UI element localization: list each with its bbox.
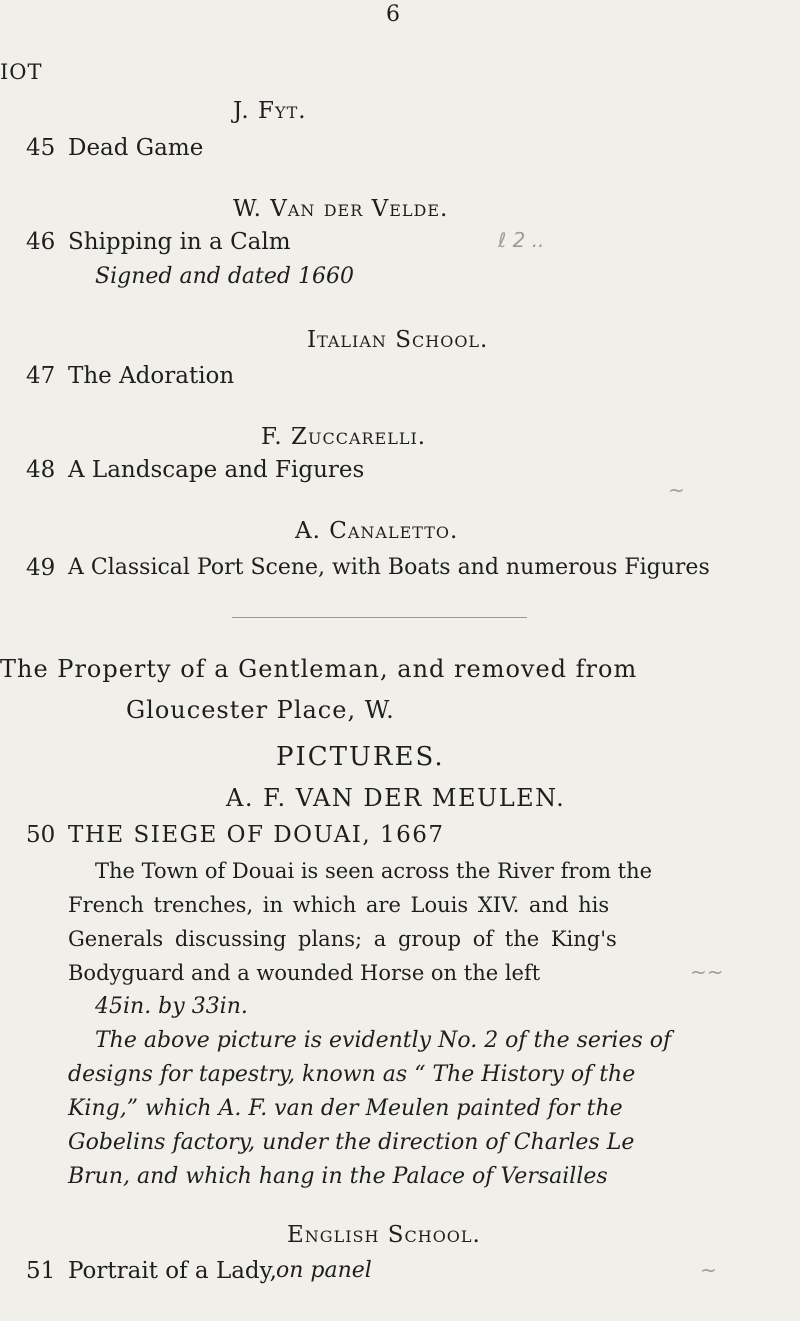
lot-46-number: 46 bbox=[26, 229, 56, 255]
lot-51-note: on panel bbox=[276, 1258, 372, 1283]
lot-50-desc-line: The Town of Douai is seen across the River from the bbox=[95, 859, 653, 883]
lot-50-number: 50 bbox=[26, 822, 56, 848]
lot-48-title: A Landscape and Figures bbox=[68, 457, 365, 483]
section-heading-line2: Gloucester Place, W. bbox=[126, 696, 395, 724]
lot-50-desc-line: Bodyguard and a wounded Horse on the left bbox=[68, 961, 541, 985]
lot-47-number: 47 bbox=[26, 363, 56, 389]
lot-50-note-line: Gobelins factory, under the direction of Charles Le bbox=[68, 1130, 635, 1155]
lot-49-title: A Classical Port Scene, with Boats and numerous Figures bbox=[68, 555, 710, 580]
lot-47-title: The Adoration bbox=[68, 363, 235, 389]
lot-50-artist: A. F. VAN DER MEULEN. bbox=[226, 784, 566, 812]
lot-46-title: Shipping in a Calm bbox=[68, 229, 291, 255]
lot-45-number: 45 bbox=[26, 135, 56, 161]
section-subheading: PICTURES. bbox=[276, 742, 445, 772]
lot-50-desc-line: Generals discussing plans; a group of the King's bbox=[68, 927, 617, 951]
lot-reference: IOT bbox=[0, 60, 43, 84]
lot-50-note-line: The above picture is evidently No. 2 of the series of bbox=[95, 1028, 672, 1053]
lot-50-desc-line: French trenches, in which are Louis XIV. and his bbox=[68, 893, 610, 917]
lot-51-number: 51 bbox=[26, 1258, 56, 1284]
lot-47-artist: Italian School. bbox=[307, 327, 489, 353]
lot-51-school: English School. bbox=[287, 1222, 481, 1248]
lot-45-title: Dead Game bbox=[68, 135, 204, 161]
lot-48-number: 48 bbox=[26, 457, 56, 483]
lot-46-note: Signed and dated 1660 bbox=[95, 264, 354, 289]
section-heading-line1: The Property of a Gentleman, and removed from bbox=[0, 655, 638, 683]
lot-50-note-line: designs for tapestry, known as “ The History of the bbox=[68, 1062, 636, 1087]
lot-49-artist: A. Canaletto. bbox=[295, 518, 459, 544]
lot-45-artist: J. Fyt. bbox=[233, 98, 307, 124]
divider-rule bbox=[232, 617, 527, 618]
pencil-annotation: ℓ 2 .. bbox=[498, 228, 545, 252]
lot-50-size: 45in. by 33in. bbox=[95, 994, 248, 1019]
lot-50-title: THE SIEGE OF DOUAI, 1667 bbox=[68, 822, 445, 848]
pencil-annotation: ~ bbox=[700, 1258, 717, 1282]
lot-48-artist: F. Zuccarelli. bbox=[261, 424, 427, 450]
page-number: 6 bbox=[386, 2, 400, 27]
lot-51-title: Portrait of a Lady, bbox=[68, 1258, 277, 1284]
pencil-annotation: ~ bbox=[668, 478, 685, 502]
lot-46-artist: W. Van der Velde. bbox=[233, 196, 449, 222]
lot-50-note-line: Brun, and which hang in the Palace of Versailles bbox=[68, 1164, 608, 1189]
lot-50-note-line: King,” which A. F. van der Meulen painted for the bbox=[68, 1096, 623, 1121]
pencil-annotation: ~~ bbox=[690, 960, 724, 984]
lot-49-number: 49 bbox=[26, 555, 56, 581]
